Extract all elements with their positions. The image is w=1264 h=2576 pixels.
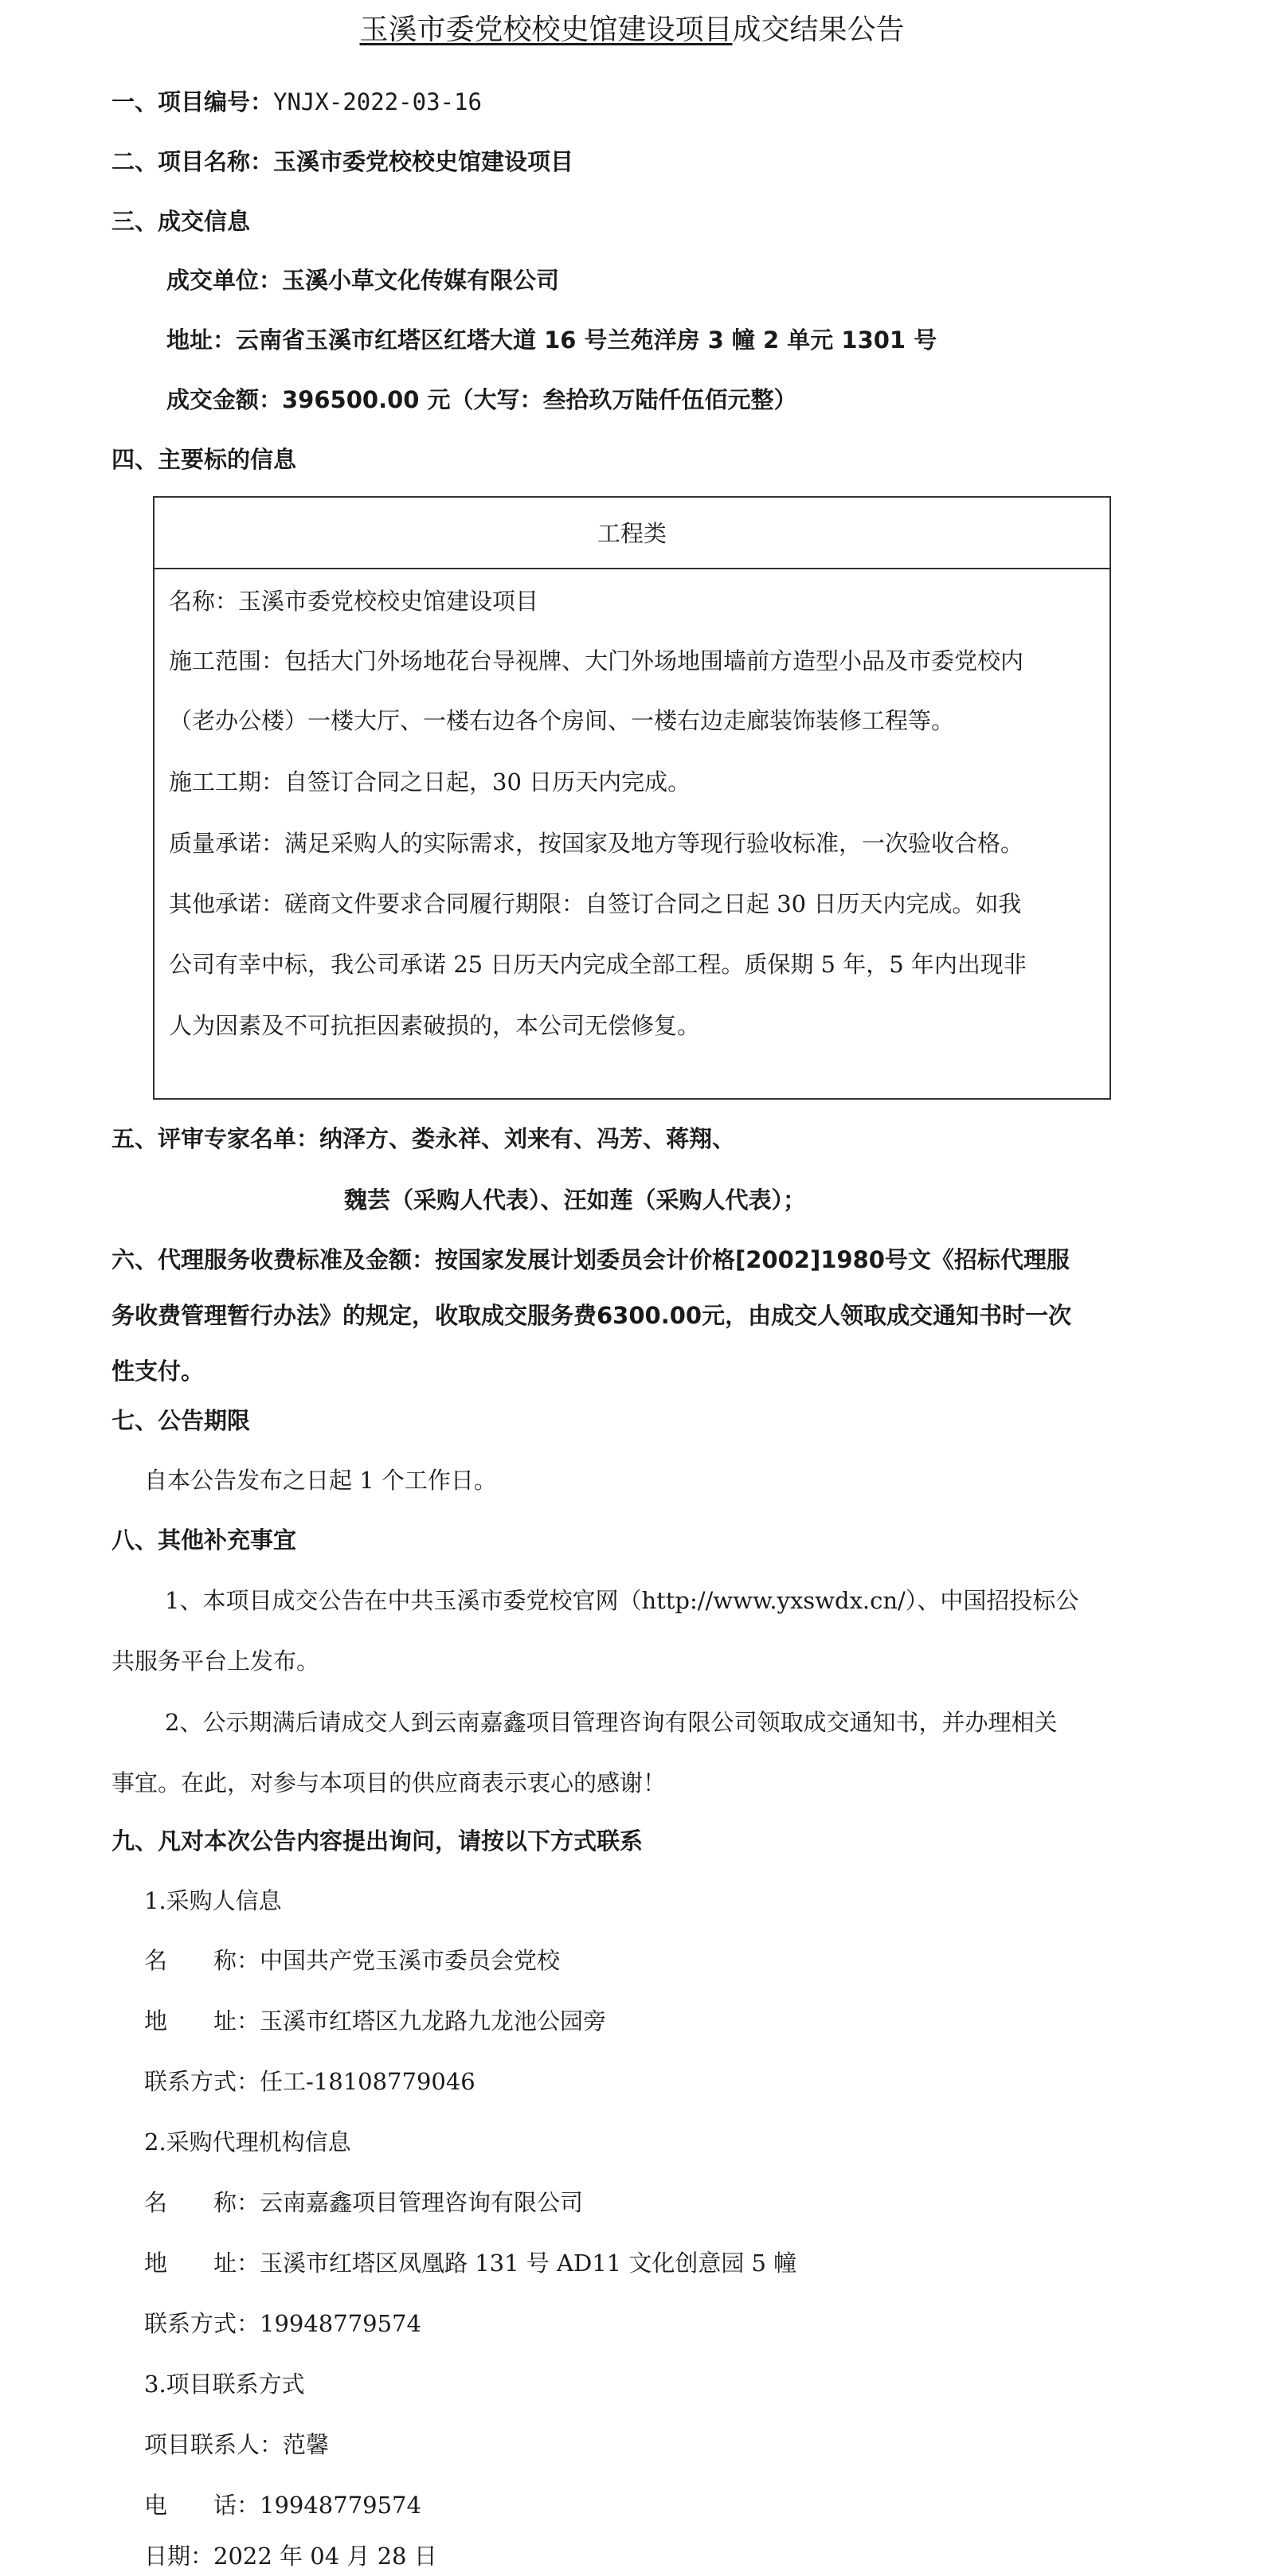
project-name-row	[112, 146, 573, 178]
matter-1-line1: 1、本项目成交公告在中共玉溪市委党校官网（http://www.yxswdx.cn/）、中国招投标公	[165, 1587, 1079, 1614]
buyer-info-title: 1.采购人信息	[144, 1887, 282, 1914]
project-name-value: 玉溪市委党校校史馆建设项目	[273, 148, 574, 175]
fee-line2: 务收费管理暂行办法》的规定，收取成交服务费6300.00元，由成交人领取成交通知书时一次	[112, 1302, 1072, 1329]
deal-info-heading: 三、成交信息	[112, 208, 251, 235]
expert-list-line2: 魏芸（采购人代表）、汪如莲（采购人代表）；	[344, 1186, 807, 1214]
agent-info-title: 2.采购代理机构信息	[144, 2128, 351, 2156]
matter-1-line2: 共服务平台上发布。	[112, 1648, 320, 1675]
deal-amount: 成交金额：396500.00 元（大写：叁拾玖万陆仟伍佰元整）	[166, 386, 797, 413]
table-line: 名称：玉溪市委党校校史馆建设项目	[169, 588, 539, 615]
contact-heading: 九、凡对本次公告内容提出询问，请按以下方式联系	[112, 1827, 644, 1855]
agent-address: 地 址：玉溪市红塔区凤凰路 131 号 AD11 文化创意园 5 幢	[144, 2250, 797, 2277]
table-line: 施工范围：包括大门外场地花台导视牌、大门外场地围墙前方造型小品及市委党校内	[169, 647, 1024, 674]
project-contact-phone: 电 话：19948779574	[144, 2492, 421, 2519]
project-contact-title: 3.项目联系方式	[144, 2371, 305, 2398]
fee-line3: 性支付。	[112, 1358, 205, 1385]
page-title	[0, 13, 1264, 48]
deal-address: 地址：云南省玉溪市红塔区红塔大道 16 号兰苑洋房 3 幢 2 单元 1301 号	[166, 326, 937, 354]
fee-line1: 六、代理服务收费标准及金额：按国家发展计划委员会计价格[2002]1980号文《招标代理服	[112, 1246, 1070, 1273]
table-line: 施工工期：自签订合同之日起，30 日历天内完成。	[169, 768, 691, 795]
project-number-value: YNJX-2022-03-16	[273, 88, 482, 115]
title-project-name: 玉溪市委党校校史馆建设项目	[359, 14, 733, 46]
other-matters-heading: 八、其他补充事宜	[112, 1526, 297, 1554]
buyer-name: 名 称：中国共产党玉溪市委员会党校	[144, 1947, 561, 1974]
project-contact-person: 项目联系人：范馨	[144, 2431, 330, 2458]
table-line: 其他承诺：磋商文件要求合同履行期限：自签订合同之日起 30 日历天内完成。如我	[169, 890, 1022, 917]
title-suffix: 成交结果公告	[732, 14, 905, 46]
main-subject-heading: 四、主要标的信息	[112, 446, 297, 473]
project-number-row	[112, 86, 482, 118]
matter-2-line2: 事宜。在此，对参与本项目的供应商表示衷心的感谢！	[112, 1769, 667, 1796]
agent-contact: 联系方式：19948779574	[144, 2310, 421, 2337]
project-number-label: 一、项目编号：	[112, 88, 274, 115]
deal-unit: 成交单位：玉溪小草文化传媒有限公司	[166, 267, 560, 294]
table-header: 工程类	[155, 498, 1109, 569]
subject-info-table	[153, 496, 1111, 1100]
expert-list-line1: 五、评审专家名单：纳泽方、娄永祥、刘来有、冯芳、蒋翔、	[112, 1125, 736, 1152]
notice-date: 日期：2022 年 04 月 28 日	[144, 2543, 437, 2570]
notice-period-text: 自本公告发布之日起 1 个工作日。	[144, 1467, 497, 1494]
matter-2-line1: 2、公示期满后请成交人到云南嘉鑫项目管理咨询有限公司领取成交通知书，并办理相关	[165, 1709, 1058, 1736]
notice-period-heading: 七、公告期限	[112, 1407, 251, 1434]
table-line: 公司有幸中标，我公司承诺 25 日历天内完成全部工程。质保期 5 年，5 年内出现非	[169, 951, 1027, 978]
agent-name: 名 称：云南嘉鑫项目管理咨询有限公司	[144, 2189, 584, 2216]
buyer-address: 地 址：玉溪市红塔区九龙路九龙池公园旁	[144, 2007, 607, 2035]
project-name-label: 二、项目名称：	[112, 148, 274, 175]
table-line: 人为因素及不可抗拒因素破损的，本公司无偿修复。	[169, 1012, 701, 1039]
table-line: 质量承诺：满足采购人的实际需求，按国家及地方等现行验收标准，一次验收合格。	[169, 830, 1024, 857]
table-line: （老办公楼）一楼大厅、一楼右边各个房间、一楼右边走廊装饰装修工程等。	[169, 707, 955, 734]
buyer-contact: 联系方式：任工-18108779046	[144, 2068, 475, 2095]
